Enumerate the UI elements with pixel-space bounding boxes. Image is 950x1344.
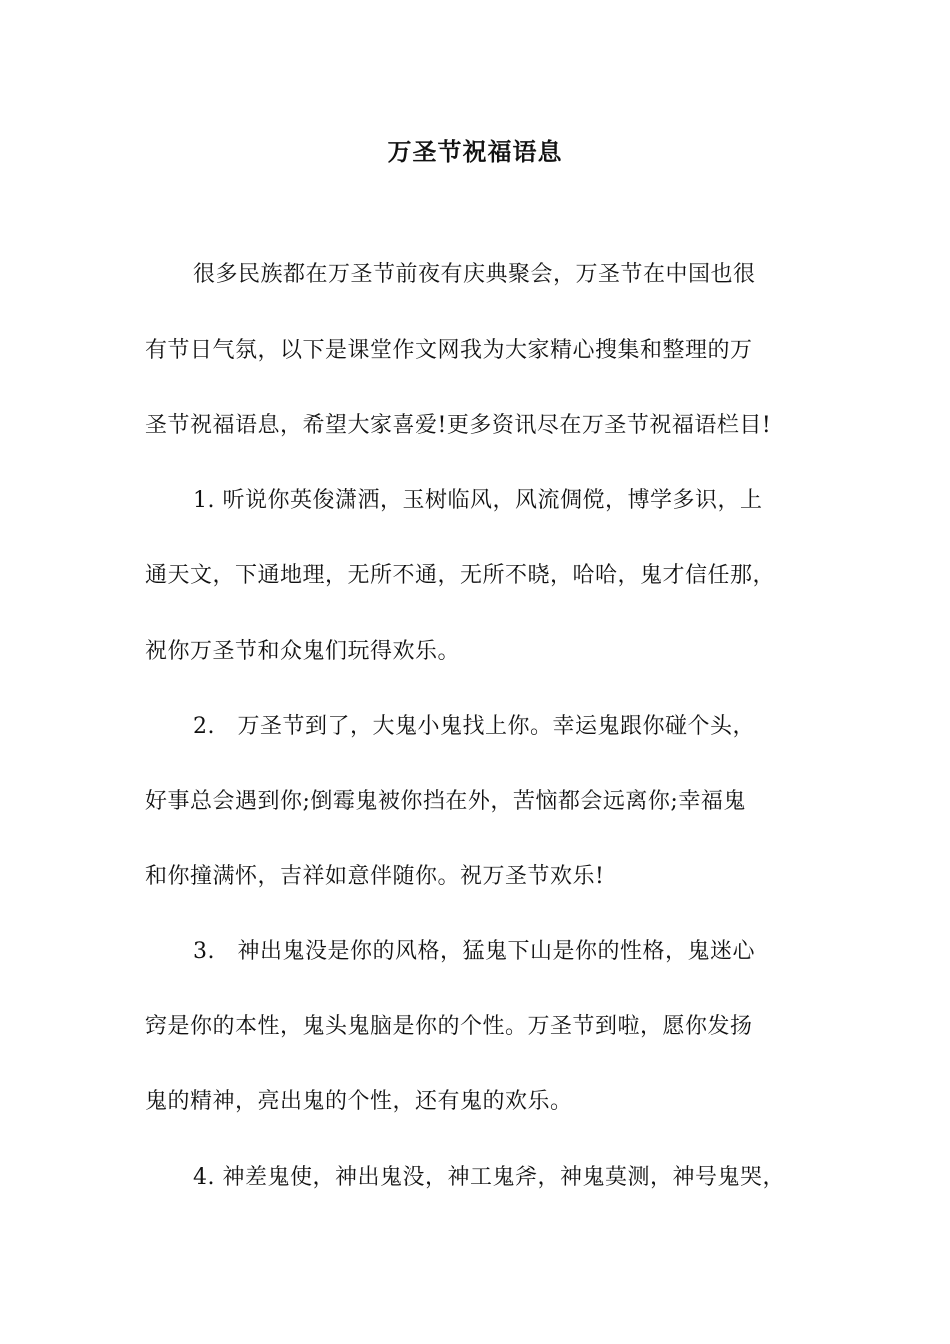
paragraph-intro-line-3: 圣节祝福语息，希望大家喜爱!更多资讯尽在万圣节祝福语栏目!: [145, 413, 772, 438]
paragraph-intro-line-1: 很多民族都在万圣节前夜有庆典聚会，万圣节在中国也很: [193, 262, 756, 287]
item-3-line-3: 鬼的精神，亮出鬼的个性，还有鬼的欢乐。: [145, 1089, 573, 1114]
item-3-line-2: 窍是你的本性，鬼头鬼脑是你的个性。万圣节到啦，愿你发扬: [145, 1014, 753, 1039]
item-4-line-1: 4. 神差鬼使，神出鬼没，神工鬼斧，神鬼莫测，神号鬼哭，: [193, 1165, 785, 1190]
item-2-line-3: 和你撞满怀，吉祥如意伴随你。祝万圣节欢乐!: [145, 864, 605, 889]
item-2-line-1: 2. 万圣节到了，大鬼小鬼找上你。幸运鬼跟你碰个头，: [193, 714, 755, 739]
item-1-line-1: 1. 听说你英俊潇洒，玉树临风，风流倜傥，博学多识，上: [193, 488, 763, 513]
paragraph-intro-line-2: 有节日气氛，以下是课堂作文网我为大家精心搜集和整理的万: [145, 338, 753, 363]
item-2-line-2: 好事总会遇到你;倒霉鬼被你挡在外，苦恼都会远离你;幸福鬼: [145, 789, 746, 814]
item-1-line-2: 通天文，下通地理，无所不通，无所不晓，哈哈，鬼才信任那，: [145, 563, 776, 588]
document-title: 万圣节祝福语息: [387, 137, 563, 166]
item-3-line-1: 3. 神出鬼没是你的风格，猛鬼下山是你的性格，鬼迷心: [193, 939, 755, 964]
item-1-line-3: 祝你万圣节和众鬼们玩得欢乐。: [145, 639, 461, 664]
